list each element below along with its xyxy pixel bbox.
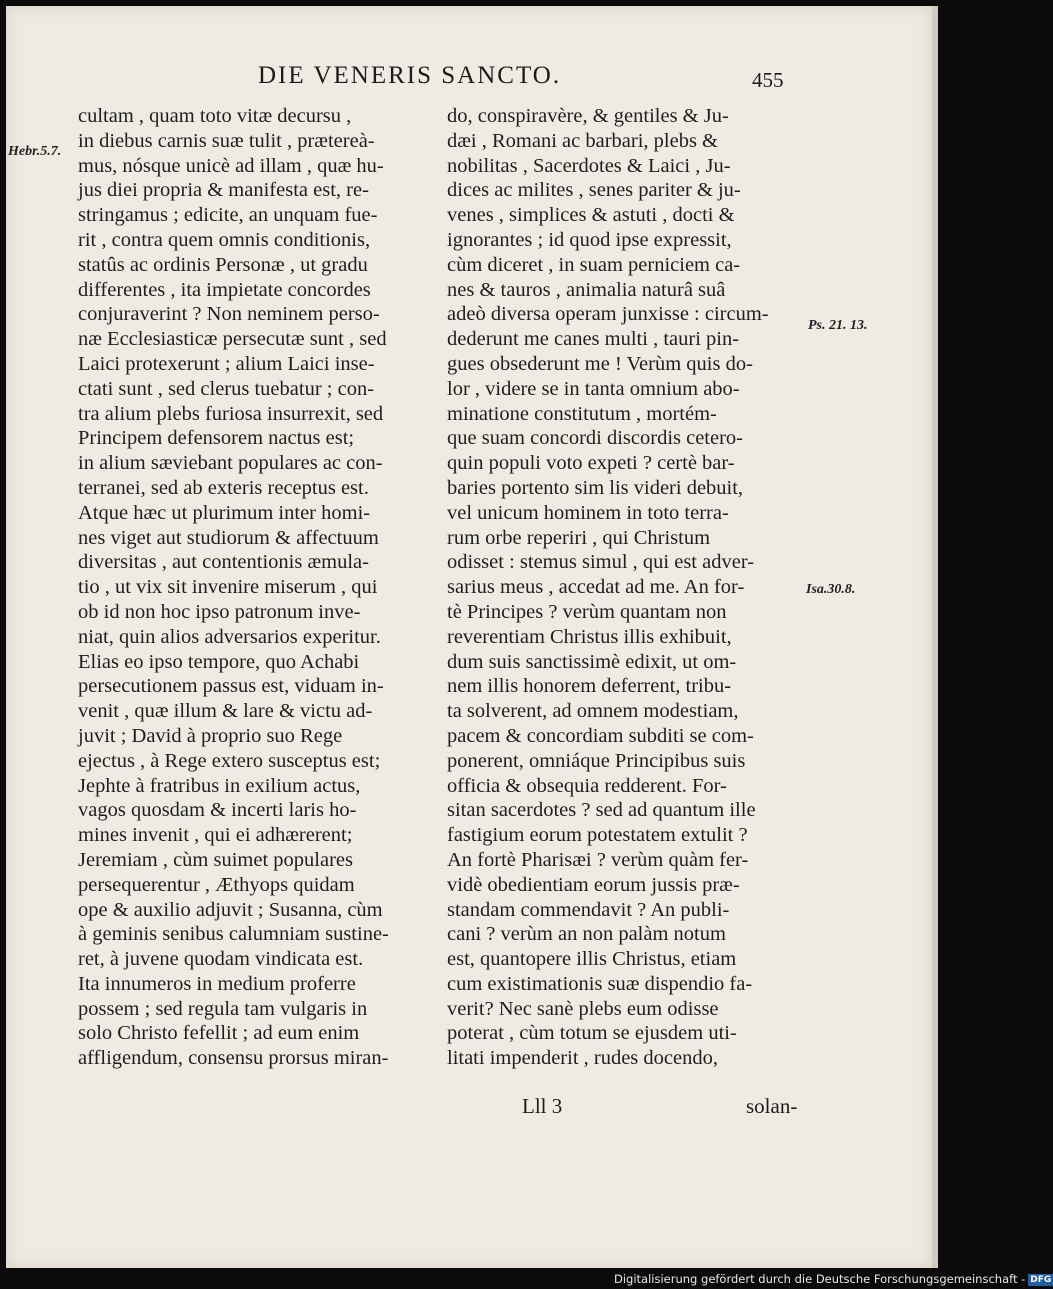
text-line: pacem & concordiam subditi se com- bbox=[447, 724, 754, 747]
text-line: nem illis honorem deferrent, tribu- bbox=[447, 675, 732, 698]
text-line: dum suis sanctissimè edixit, ut om- bbox=[447, 650, 737, 673]
text-line: conjuraverint ? Non neminem perso- bbox=[78, 303, 380, 326]
page-number: 455 bbox=[752, 68, 784, 92]
running-head: DIE VENERIS SANCTO. bbox=[258, 62, 562, 89]
text-line: dederunt me canes multi , tauri pin- bbox=[447, 328, 740, 351]
text-line: Jephte à fratribus in exilium actus, bbox=[78, 774, 361, 797]
text-line: ctati sunt , sed clerus tuebatur ; con- bbox=[78, 377, 375, 400]
text-line: minatione constitutum , mortém- bbox=[447, 402, 717, 425]
text-line: tio , ut vix sit invenire miserum , qui bbox=[78, 576, 378, 599]
text-line: ta solverent, ad omnem modestiam, bbox=[447, 700, 739, 723]
text-line: standam commendavit ? An publi- bbox=[447, 898, 730, 921]
text-line: ejectus , à Rege extero susceptus est; bbox=[78, 749, 381, 772]
text-line: Atque hæc ut plurimum inter homi- bbox=[78, 501, 371, 524]
text-line: nes & tauros , animalia naturâ suâ bbox=[447, 278, 726, 301]
text-line: ponerent, omniáque Principibus suis bbox=[447, 749, 746, 772]
text-line: baries portento sim lis videri debuit, bbox=[447, 476, 744, 499]
text-line: jus diei propria & manifesta est, re- bbox=[78, 179, 369, 202]
text-line: diversitas , aut contentionis æmula- bbox=[78, 551, 369, 574]
text-line: juvit ; David à proprio suo Rege bbox=[78, 724, 343, 747]
text-line: ope & auxilio adjuvit ; Susanna, cùm bbox=[78, 898, 383, 921]
text-line: cani ? verùm an non palàm notum bbox=[447, 923, 726, 946]
text-line: differentes , ita impietate concordes bbox=[78, 278, 371, 301]
text-line: nes viget aut studiorum & affectuum bbox=[78, 526, 379, 549]
text-line: officia & obsequia redderent. For- bbox=[447, 774, 727, 797]
text-line: possem ; sed regula tam vulgaris in bbox=[78, 997, 368, 1020]
text-line: næ Ecclesiasticæ persecutæ sunt , sed bbox=[78, 328, 387, 351]
signature-mark: Lll 3 bbox=[522, 1094, 563, 1118]
text-line: statûs ac ordinis Personæ , ut gradu bbox=[78, 253, 368, 276]
text-line: Principem defensorem nactus est; bbox=[78, 427, 355, 450]
text-line: in diebus carnis suæ tulit , prætereà- bbox=[78, 129, 375, 152]
text-line: poterat , cùm totum se ejusdem uti- bbox=[447, 1022, 737, 1045]
text-line: stringamus ; edicite, an unquam fue- bbox=[78, 204, 378, 227]
text-line: fastigium eorum potestatem extulit ? bbox=[447, 824, 748, 847]
text-line: nobilitas , Sacerdotes & Laici , Ju- bbox=[447, 154, 731, 177]
text-line: vidè obedientiam eorum jussis præ- bbox=[447, 873, 740, 896]
footer-text: Digitalisierung gefördert durch die Deutsche Forschungsgemeinschaft - bbox=[614, 1272, 1026, 1286]
text-line: adeò diversa operam junxisse : circum- bbox=[447, 303, 769, 326]
digitization-footer bbox=[614, 1272, 1053, 1286]
text-line: rum orbe reperiri , qui Christum bbox=[447, 526, 711, 549]
left-text-column bbox=[78, 104, 434, 1071]
right-text-column bbox=[447, 104, 799, 1071]
text-line: sarius meus , accedat ad me. An for- bbox=[447, 576, 745, 599]
text-line: odisset : stemus simul , qui est adver- bbox=[447, 551, 755, 574]
text-line: affligendum, consensu prorsus miran- bbox=[78, 1047, 389, 1070]
text-line: dæi , Romani ac barbari, plebs & bbox=[447, 129, 718, 152]
dfg-logo: DFG bbox=[1030, 1274, 1052, 1285]
scan-background bbox=[938, 0, 1000, 1289]
text-line: ignorantes ; id quod ipse expressit, bbox=[447, 228, 732, 251]
text-line: ob id non hoc ipso patronum inve- bbox=[78, 600, 361, 623]
text-line: in alium sæviebant populares ac con- bbox=[78, 452, 383, 475]
text-line: verit? Nec sanè plebs eum odisse bbox=[447, 997, 719, 1020]
text-line: quin populi voto expeti ? certè bar- bbox=[447, 452, 735, 475]
text-line: est, quantopere illis Christus, etiam bbox=[447, 948, 737, 971]
text-line: Ita innumeros in medium proferre bbox=[78, 972, 356, 995]
text-line: solo Christo fefellit ; ad eum enim bbox=[78, 1022, 360, 1045]
text-line: terranei, sed ab exteris receptus est. bbox=[78, 476, 369, 499]
text-line: An fortè Pharisæi ? verùm quàm fer- bbox=[447, 848, 749, 871]
text-line: niat, quin alios adversarios experitur. bbox=[78, 625, 381, 648]
text-line: reverentiam Christus illis exhibuit, bbox=[447, 625, 732, 648]
catchword: solan- bbox=[746, 1094, 798, 1118]
text-line: lor , videre se in tanta omnium abo- bbox=[447, 377, 740, 400]
margin-note-isa: Isa.30.8. bbox=[806, 582, 856, 597]
margin-note-hebr: Hebr.5.7. bbox=[8, 144, 62, 159]
text-line: do, conspiravère, & gentiles & Ju- bbox=[447, 105, 729, 127]
text-line: litati impenderit , rudes docendo, bbox=[447, 1047, 718, 1070]
text-line: Laici protexerunt ; alium Laici inse- bbox=[78, 352, 375, 375]
margin-note-ps: Ps. 21. 13. bbox=[808, 318, 868, 333]
text-line: sitan sacerdotes ? sed ad quantum ille bbox=[447, 799, 756, 822]
text-line: rit , contra quem omnis conditionis, bbox=[78, 228, 371, 251]
text-line: vagos quosdam & incerti laris ho- bbox=[78, 799, 357, 822]
text-line: Elias eo ipso tempore, quo Achabi bbox=[78, 650, 360, 673]
text-line: cum existimationis suæ dispendio fa- bbox=[447, 972, 753, 995]
text-line: à geminis senibus calumniam sustine- bbox=[78, 923, 389, 946]
text-line: persecutionem passus est, viduam in- bbox=[78, 675, 384, 698]
text-line: mus, nósque unicè ad illam , quæ hu- bbox=[78, 154, 384, 177]
text-line: ret, à juvene quodam vindicata est. bbox=[78, 948, 364, 971]
text-line: persequerentur , Æthyops quidam bbox=[78, 873, 355, 896]
text-line: mines invenit , qui ei adhærerent; bbox=[78, 824, 353, 847]
text-line: cultam , quam toto vitæ decursu , bbox=[78, 105, 352, 127]
text-line: vel unicum hominem in toto terra- bbox=[447, 501, 729, 524]
text-line: venes , simplices & astuti , docti & bbox=[447, 204, 735, 227]
text-line: dices ac milites , senes pariter & ju- bbox=[447, 179, 741, 202]
text-line: tra alium plebs furiosa insurrexit, sed bbox=[78, 402, 384, 425]
text-line: venit , quæ illum & lare & victu ad- bbox=[78, 700, 373, 723]
text-line: que suam concordi discordis cetero- bbox=[447, 427, 744, 450]
text-line: cùm diceret , in suam perniciem ca- bbox=[447, 253, 741, 276]
text-line: gues obsederunt me ! Verùm quis do- bbox=[447, 352, 753, 375]
text-line: tè Principes ? verùm quantam non bbox=[447, 600, 727, 623]
text-line: Jeremiam , cùm suimet populares bbox=[78, 848, 353, 871]
